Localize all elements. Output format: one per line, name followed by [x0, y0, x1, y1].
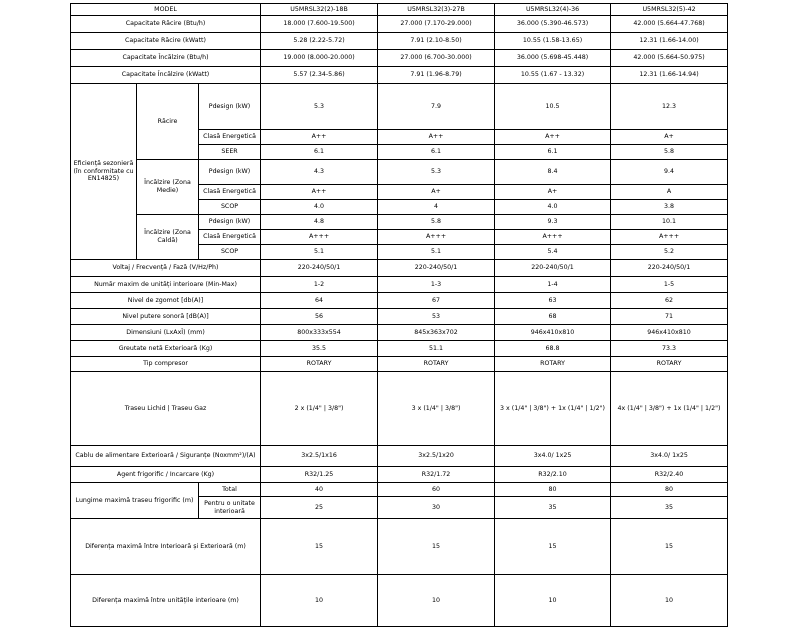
cell-value: 19.000 (8.000-20.000): [261, 50, 378, 67]
cell-value: 10: [495, 575, 611, 627]
row-label: Greutate netă Exterioară (Kg): [71, 341, 261, 357]
cell-value: 51.1: [378, 341, 495, 357]
cell-value: 27.000 (6.700-30.000): [378, 50, 495, 67]
cell-value: 80: [495, 483, 611, 497]
table-row: [71, 67, 728, 84]
cell-value: 800x333x554: [261, 325, 378, 341]
table-row: [71, 50, 728, 67]
model-name: U5MRSL32(5)-42: [611, 4, 728, 16]
cell-value: 5.8: [378, 215, 495, 230]
cell-value: 42.000 (5.664-50.975): [611, 50, 728, 67]
cell-value: 12.31 (1.66-14.94): [611, 67, 728, 84]
cell-value: A+++: [378, 230, 495, 245]
cell-value: 67: [378, 293, 495, 309]
cell-value: 4.0: [261, 200, 378, 215]
row-label: Dimensiuni (LxAxÎ) (mm): [71, 325, 261, 341]
table-row: [71, 160, 728, 185]
cell-value: A+++: [261, 230, 378, 245]
cell-value: 4.0: [495, 200, 611, 215]
seasonal-efficiency-label: Eficiență sezonieră (în conformitate cu EN14825): [71, 84, 137, 260]
table-row: [71, 519, 728, 575]
cell-value: 15: [261, 519, 378, 575]
cell-value: A++: [261, 130, 378, 145]
cell-value: 3x2.5/1x20: [378, 446, 495, 467]
cell-value: 12.31 (1.66-14.00): [611, 33, 728, 50]
cell-value: A+: [611, 130, 728, 145]
cell-value: 10: [378, 575, 495, 627]
cell-value: 5.2: [611, 245, 728, 260]
cell-value: 6.1: [261, 145, 378, 160]
row-label: Voltaj / Frecvență / Fază (V/Hz/Ph): [71, 260, 261, 277]
cell-value: ROTARY: [495, 357, 611, 372]
row-label: Agent frigorific / Incarcare (Kg): [71, 467, 261, 483]
cell-value: 9.4: [611, 160, 728, 185]
cell-value: A++: [378, 130, 495, 145]
cell-value: 946x410x810: [495, 325, 611, 341]
param-label: Pdesign (kW): [199, 215, 261, 230]
row-label: Capacitate Încălzire (kWatt): [71, 67, 261, 84]
param-label: Pentru o unitate interioară: [199, 497, 261, 519]
table-header-row: [71, 4, 728, 16]
cell-value: 10.1: [611, 215, 728, 230]
cell-value: 220-240/50/1: [261, 260, 378, 277]
cell-value: 3x4.0/ 1x25: [611, 446, 728, 467]
cell-value: 5.1: [261, 245, 378, 260]
cell-value: 220-240/50/1: [611, 260, 728, 277]
cell-value: 80: [611, 483, 728, 497]
cell-value: ROTARY: [261, 357, 378, 372]
row-label: Cablu de alimentare Exterioară / Siguranțe (Noxmm²)/(A): [71, 446, 261, 467]
cell-value: 62: [611, 293, 728, 309]
cell-value: 220-240/50/1: [495, 260, 611, 277]
cell-value: 12.3: [611, 84, 728, 130]
cell-value: 4x (1/4" | 3/8") + 1x (1/4" | 1/2"): [611, 372, 728, 446]
cell-value: 35: [611, 497, 728, 519]
cell-value: 10: [611, 575, 728, 627]
cell-value: 4: [378, 200, 495, 215]
cell-value: 10.5: [495, 84, 611, 130]
param-label: Pdesign (kW): [199, 160, 261, 185]
param-label: SEER: [199, 145, 261, 160]
table-row: [71, 341, 728, 357]
table-row: [71, 215, 728, 230]
table-row: [71, 309, 728, 325]
model-name: U5MRSL32(4)-36: [495, 4, 611, 16]
table-row: [71, 277, 728, 293]
cell-value: 946x410x810: [611, 325, 728, 341]
cell-value: 220-240/50/1: [378, 260, 495, 277]
cell-value: 30: [378, 497, 495, 519]
row-label: Diferența maximă între Interioară și Exterioară (m): [71, 519, 261, 575]
table-row: [71, 293, 728, 309]
cell-value: R32/1.25: [261, 467, 378, 483]
group-label-racire: Răcire: [137, 84, 199, 160]
cell-value: A+++: [611, 230, 728, 245]
cell-value: 18.000 (7.600-19.500): [261, 16, 378, 33]
table-row: [71, 325, 728, 341]
cell-value: 1-5: [611, 277, 728, 293]
table-row: [71, 446, 728, 467]
cell-value: 25: [261, 497, 378, 519]
row-label: Nivel putere sonoră [dB(A)]: [71, 309, 261, 325]
cell-value: R32/2.40: [611, 467, 728, 483]
cell-value: A+++: [495, 230, 611, 245]
row-label: Număr maxim de unități interioare (Min-Max): [71, 277, 261, 293]
param-label: Clasă Energetică: [199, 130, 261, 145]
cell-value: 68: [495, 309, 611, 325]
cell-value: ROTARY: [378, 357, 495, 372]
cell-value: 3 x (1/4" | 3/8") + 1x (1/4" | 1/2"): [495, 372, 611, 446]
cell-value: 1-3: [378, 277, 495, 293]
row-label: Capacitate Răcire (kWatt): [71, 33, 261, 50]
cell-value: R32/2.10: [495, 467, 611, 483]
cell-value: 40: [261, 483, 378, 497]
cell-value: A++: [495, 130, 611, 145]
row-label: Lungime maximă traseu frigorific (m): [71, 483, 199, 519]
cell-value: 64: [261, 293, 378, 309]
cell-value: 2 x (1/4" | 3/8"): [261, 372, 378, 446]
cell-value: 6.1: [495, 145, 611, 160]
table-row: [71, 33, 728, 50]
model-name: U5MRSL32(3)-27B: [378, 4, 495, 16]
table-row: [71, 483, 728, 497]
cell-value: 3x2.5/1x16: [261, 446, 378, 467]
cell-value: 5.8: [611, 145, 728, 160]
cell-value: R32/1.72: [378, 467, 495, 483]
cell-value: A+: [495, 185, 611, 200]
spec-table: [70, 3, 728, 627]
cell-value: 7.91 (1.96-8.79): [378, 67, 495, 84]
cell-value: 73.3: [611, 341, 728, 357]
cell-value: 15: [611, 519, 728, 575]
row-label: Nivel de zgomot [db(A)]: [71, 293, 261, 309]
cell-value: 5.3: [378, 160, 495, 185]
cell-value: 845x363x702: [378, 325, 495, 341]
table-row: [71, 467, 728, 483]
cell-value: 3 x (1/4" | 3/8"): [378, 372, 495, 446]
table-row: [71, 372, 728, 446]
cell-value: 4.3: [261, 160, 378, 185]
param-label: SCOP: [199, 200, 261, 215]
cell-value: 1-2: [261, 277, 378, 293]
cell-value: 68.8: [495, 341, 611, 357]
cell-value: 36.000 (5.698-45.448): [495, 50, 611, 67]
cell-value: 5.4: [495, 245, 611, 260]
row-label: Diferența maximă între unitățile interioare (m): [71, 575, 261, 627]
cell-value: 71: [611, 309, 728, 325]
param-label: Clasă Energetică: [199, 230, 261, 245]
cell-value: 60: [378, 483, 495, 497]
row-label: Capacitate Încălzire (Btu/h): [71, 50, 261, 67]
cell-value: 53: [378, 309, 495, 325]
cell-value: A+: [378, 185, 495, 200]
cell-value: 8.4: [495, 160, 611, 185]
cell-value: 1-4: [495, 277, 611, 293]
group-label-incalzire-medie: Încălzire (Zona Medie): [137, 160, 199, 215]
cell-value: 10: [261, 575, 378, 627]
row-label: Tip compresor: [71, 357, 261, 372]
param-label: SCOP: [199, 245, 261, 260]
cell-value: 3.8: [611, 200, 728, 215]
cell-value: 15: [378, 519, 495, 575]
cell-value: 7.9: [378, 84, 495, 130]
cell-value: 15: [495, 519, 611, 575]
row-label: Capacitate Răcire (Btu/h): [71, 16, 261, 33]
table-row: [71, 357, 728, 372]
cell-value: 35: [495, 497, 611, 519]
cell-value: 5.28 (2.22-5.72): [261, 33, 378, 50]
group-label-incalzire-calda: Încălzire (Zona Caldă): [137, 215, 199, 260]
cell-value: 27.000 (7.170-29.000): [378, 16, 495, 33]
cell-value: 63: [495, 293, 611, 309]
cell-value: 10.55 (1.58-13.65): [495, 33, 611, 50]
cell-value: 5.1: [378, 245, 495, 260]
cell-value: 7.91 (2.10-8.50): [378, 33, 495, 50]
cell-value: 6.1: [378, 145, 495, 160]
param-label: Pdesign (kW): [199, 84, 261, 130]
cell-value: ROTARY: [611, 357, 728, 372]
row-label: Traseu Lichid | Traseu Gaz: [71, 372, 261, 446]
cell-value: 5.3: [261, 84, 378, 130]
cell-value: 4.8: [261, 215, 378, 230]
model-label: MODEL: [71, 4, 261, 16]
cell-value: A++: [261, 185, 378, 200]
cell-value: 36.000 (5.390-46.573): [495, 16, 611, 33]
cell-value: 56: [261, 309, 378, 325]
table-row: [71, 260, 728, 277]
model-name: U5MRSL32(2)-18B: [261, 4, 378, 16]
cell-value: 35.5: [261, 341, 378, 357]
param-label: Clasă Energetică: [199, 185, 261, 200]
cell-value: 42.000 (5.664-47.768): [611, 16, 728, 33]
cell-value: 10.55 (1.67 - 13.32): [495, 67, 611, 84]
table-row: [71, 84, 728, 130]
table-row: [71, 575, 728, 627]
cell-value: A: [611, 185, 728, 200]
cell-value: 9.3: [495, 215, 611, 230]
table-row: [71, 16, 728, 33]
cell-value: 5.57 (2.34-5.86): [261, 67, 378, 84]
param-label: Total: [199, 483, 261, 497]
cell-value: 3x4.0/ 1x25: [495, 446, 611, 467]
